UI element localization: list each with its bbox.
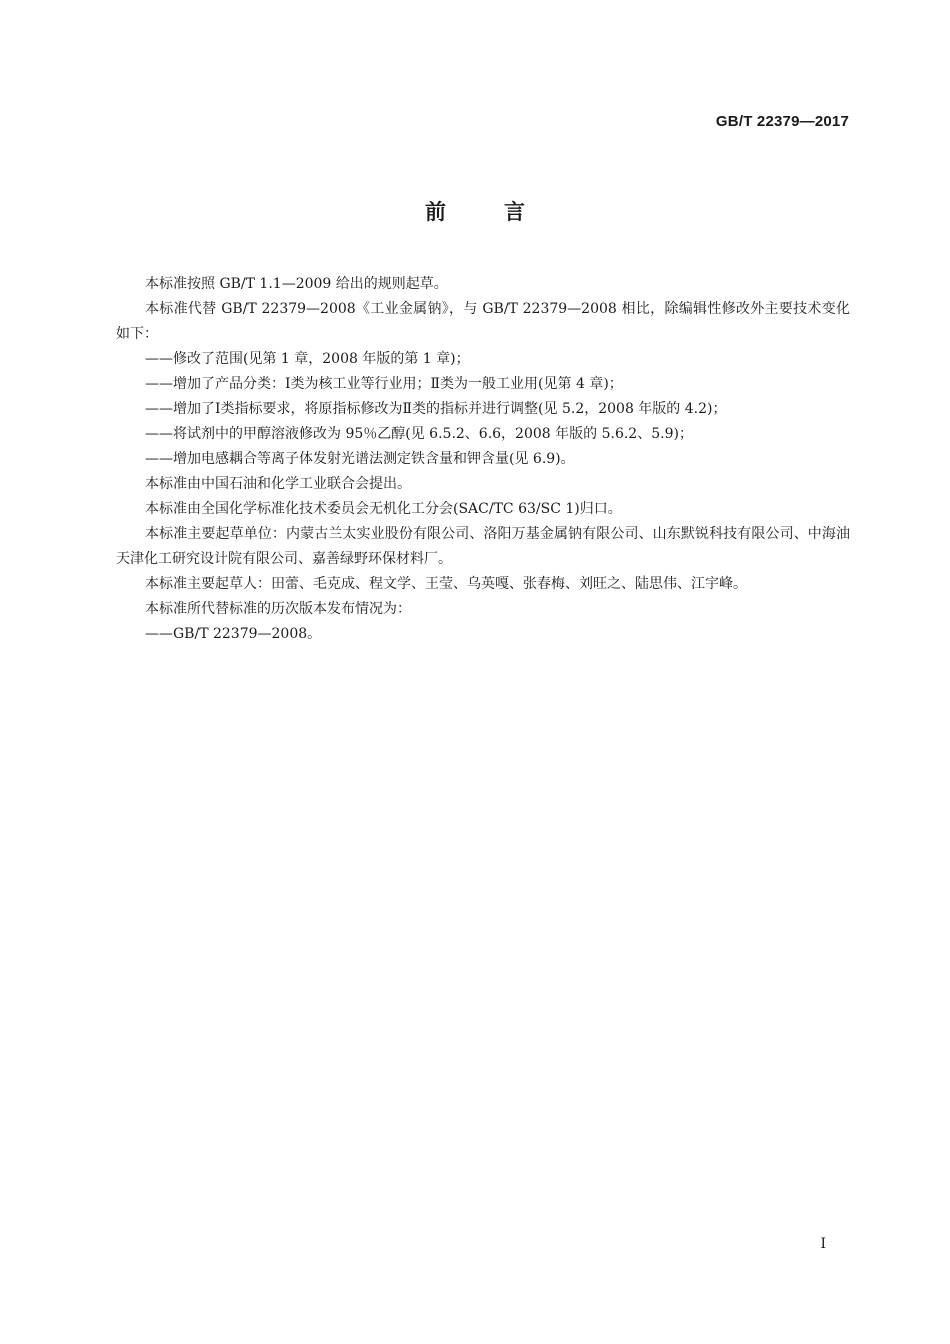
foreword-body bbox=[116, 272, 850, 647]
change-item-reagent: ——将试剂中的甲醇溶液修改为 95％乙醇(见 6.5.2、6.6，2008 年版的 5.6.2、5.9)； bbox=[145, 426, 693, 442]
paragraph-drafting-units: 本标准主要起草单位：内蒙古兰太实业股份有限公司、洛阳万基金属钠有限公司、山东默锐科技有限公司、中海油天津化工研究设计院有限公司、嘉善绿野环保材料厂。 bbox=[116, 526, 850, 567]
change-item-classification: ——增加了产品分类：Ⅰ类为核工业等行业用；Ⅱ类为一般工业用(见第 4 章)； bbox=[145, 376, 623, 392]
page-number: Ⅰ bbox=[820, 1236, 826, 1252]
standard-code-header: GB/T 22379—2017 bbox=[715, 113, 849, 130]
change-item-scope: ——修改了范围(见第 1 章，2008 年版的第 1 章)； bbox=[145, 351, 470, 367]
paragraph-history-intro: 本标准所代替标准的历次版本发布情况为： bbox=[145, 601, 411, 617]
change-item-icp-method: ——增加电感耦合等离子体发射光谱法测定铁含量和钾含量(见 6.9)。 bbox=[145, 451, 575, 467]
paragraph-committee: 本标准由全国化学标准化技术委员会无机化工分会(SAC/TC 63/SC 1)归口。 bbox=[145, 501, 622, 517]
paragraph-proposer: 本标准由中国石油和化学工业联合会提出。 bbox=[145, 476, 411, 492]
change-item-requirements: ——增加了Ⅰ类指标要求，将原指标修改为Ⅱ类的指标并进行调整(见 5.2，2008 年版的 4.2)； bbox=[145, 401, 727, 417]
paragraph-replacement: 本标准代替 GB/T 22379—2008《工业金属钠》，与 GB/T 22379—2008 相比，除编辑性修改外主要技术变化如下： bbox=[116, 301, 850, 342]
paragraph-drafters: 本标准主要起草人：田蕾、毛克成、程文学、王莹、乌英嘎、张春梅、刘旺之、陆思伟、江宇峰。 bbox=[145, 576, 747, 592]
page-title: 前言 bbox=[425, 200, 583, 224]
paragraph-drafting-rule: 本标准按照 GB/T 1.1—2009 给出的规则起草。 bbox=[145, 276, 448, 292]
history-item: ——GB/T 22379—2008。 bbox=[145, 626, 322, 642]
